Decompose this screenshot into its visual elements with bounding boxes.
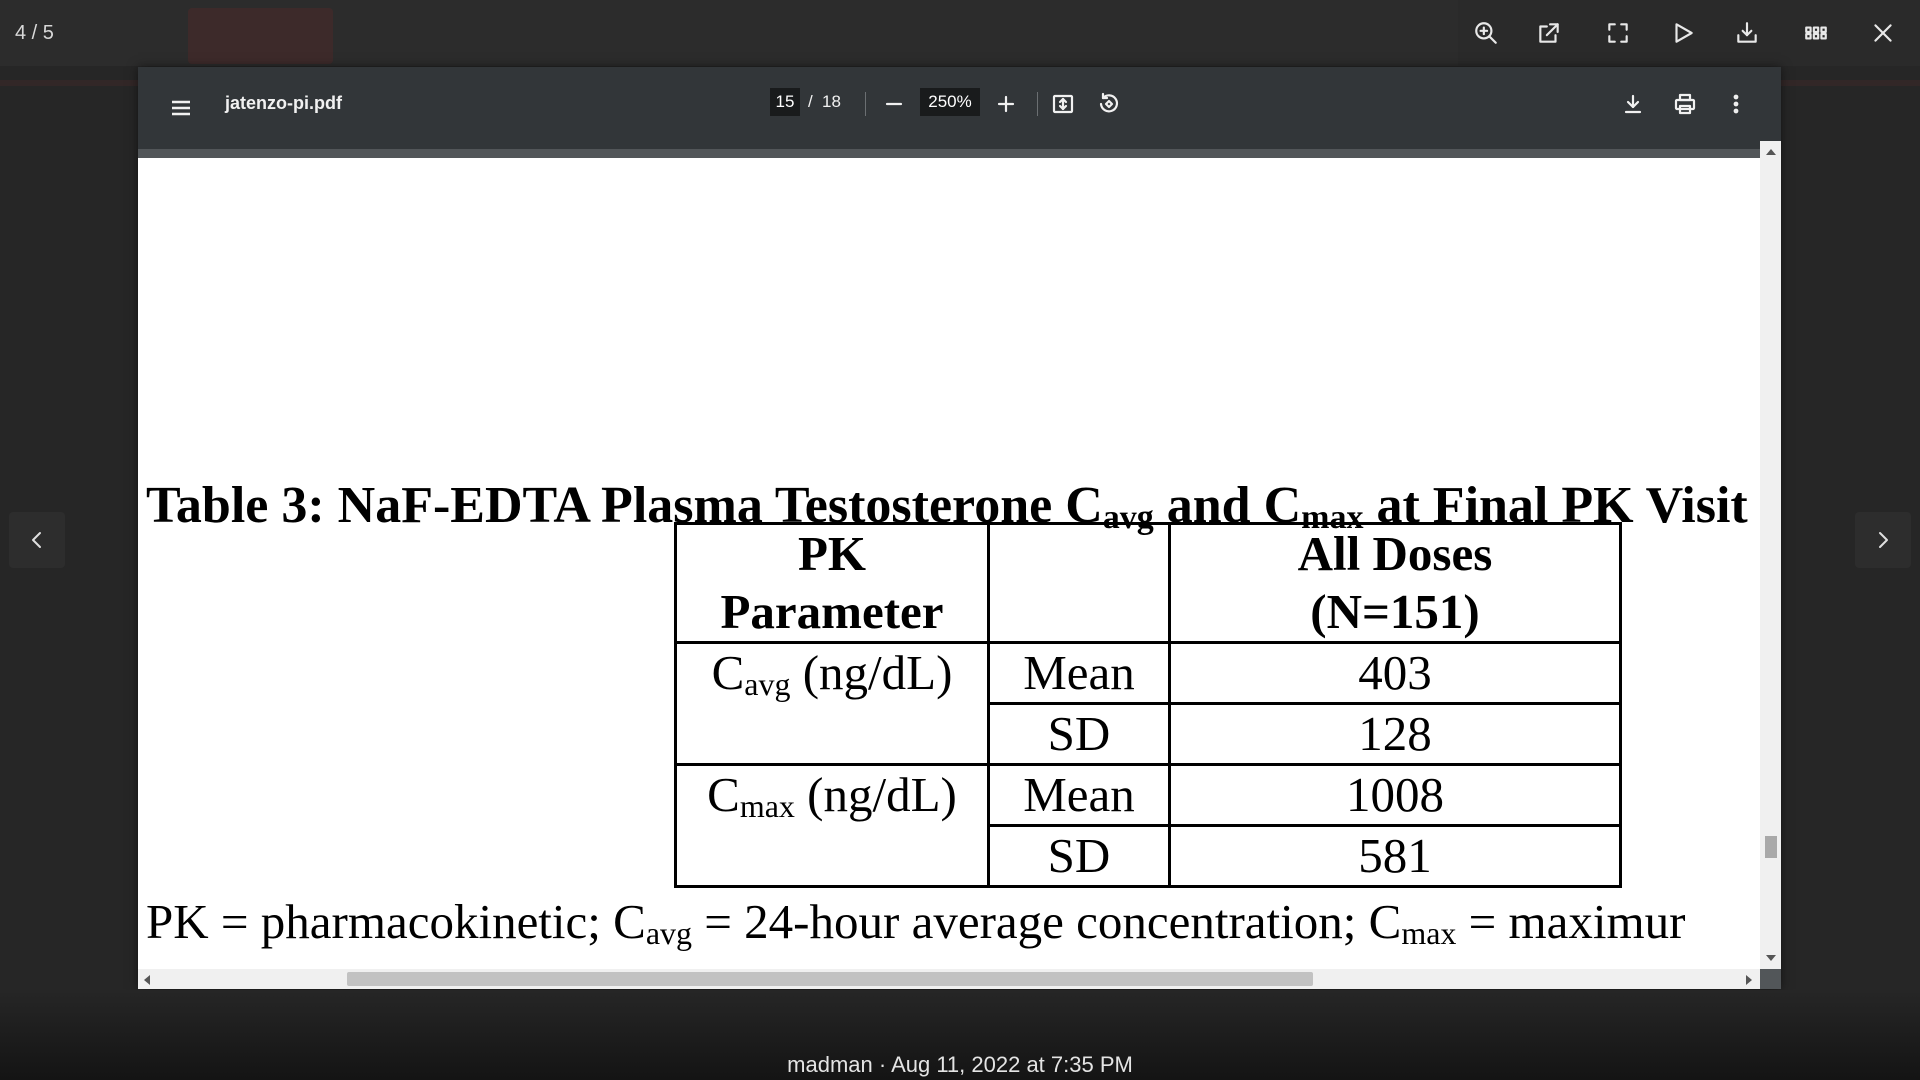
table-row — [676, 643, 1621, 704]
chevron-right-icon — [1871, 528, 1895, 552]
page-separator: / — [808, 92, 813, 111]
stat-cell: Mean — [989, 765, 1170, 826]
pdf-viewer-window — [138, 67, 1781, 989]
value-cell: 1008 — [1170, 765, 1621, 826]
download-icon[interactable] — [1727, 13, 1767, 53]
more-options-icon[interactable] — [1719, 87, 1753, 121]
header-all-doses: All Doses (N=151) — [1170, 524, 1621, 643]
table-title: Table 3: NaF-EDTA Plasma Testosterone $C_{avg}$ and $C_{max}$ at Final PK Visit — [146, 477, 1748, 536]
close-icon[interactable] — [1863, 13, 1903, 53]
menu-icon[interactable] — [164, 91, 198, 125]
pdf-toolbar — [138, 67, 1781, 149]
lightbox-toolbar — [1458, 0, 1920, 66]
stat-cell: SD — [989, 826, 1170, 887]
previous-image-button[interactable] — [9, 512, 65, 568]
page-total: 18 — [822, 92, 841, 111]
scroll-down-arrow-icon[interactable] — [1766, 955, 1776, 961]
value-cell: 581 — [1170, 826, 1621, 887]
next-image-button[interactable] — [1855, 512, 1911, 568]
zoom-level-input[interactable] — [920, 88, 980, 116]
vertical-scroll-thumb[interactable] — [1765, 836, 1777, 858]
zoom-out-icon[interactable] — [877, 87, 911, 121]
fit-to-page-icon[interactable] — [1046, 87, 1080, 121]
document-scroll-area[interactable] — [138, 149, 1760, 969]
scroll-up-arrow-icon[interactable] — [1766, 149, 1776, 155]
header-pk-parameter: PK Parameter — [676, 524, 989, 643]
scroll-right-arrow-icon[interactable] — [1746, 975, 1752, 985]
pk-table — [674, 522, 1622, 888]
horizontal-scrollbar[interactable] — [138, 969, 1760, 989]
table-header-row — [676, 524, 1621, 643]
chevron-left-icon — [25, 528, 49, 552]
fullscreen-icon[interactable] — [1598, 13, 1638, 53]
vertical-scrollbar[interactable] — [1760, 141, 1781, 969]
value-cell: 128 — [1170, 704, 1621, 765]
header-statistic — [989, 524, 1170, 643]
toolbar-divider — [1037, 92, 1038, 116]
table-row — [676, 765, 1621, 826]
image-counter: 4 / 5 — [15, 22, 54, 44]
backdrop-page-element — [188, 8, 333, 64]
rotate-icon[interactable] — [1092, 87, 1126, 121]
value-cell: 403 — [1170, 643, 1621, 704]
file-name: jatenzo-pi.pdf — [225, 93, 342, 113]
zoom-in-icon[interactable] — [1466, 13, 1506, 53]
open-external-icon[interactable] — [1529, 13, 1569, 53]
thumbnails-grid-icon[interactable] — [1796, 13, 1836, 53]
image-caption: madman · Aug 11, 2022 at 7:35 PM — [787, 1052, 1133, 1077]
slideshow-play-icon[interactable] — [1663, 13, 1703, 53]
param-cavg: $C_{avg}$ (ng/dL) — [676, 643, 989, 765]
param-cmax: $C_{max}$ (ng/dL) — [676, 765, 989, 887]
stat-cell: SD — [989, 704, 1170, 765]
toolbar-divider — [865, 92, 866, 116]
zoom-in-icon[interactable] — [989, 87, 1023, 121]
horizontal-scroll-thumb[interactable] — [347, 972, 1313, 986]
pdf-page — [138, 158, 1760, 969]
print-icon[interactable] — [1668, 87, 1702, 121]
stat-cell: Mean — [989, 643, 1170, 704]
download-icon[interactable] — [1616, 87, 1650, 121]
scroll-left-arrow-icon[interactable] — [144, 975, 150, 985]
table-footnote: PK = pharmacokinetic; $C_{avg}$ = 24-hour average concentration; $C_{max}$ = maximur — [146, 894, 1686, 951]
page-number-input[interactable] — [770, 88, 800, 116]
